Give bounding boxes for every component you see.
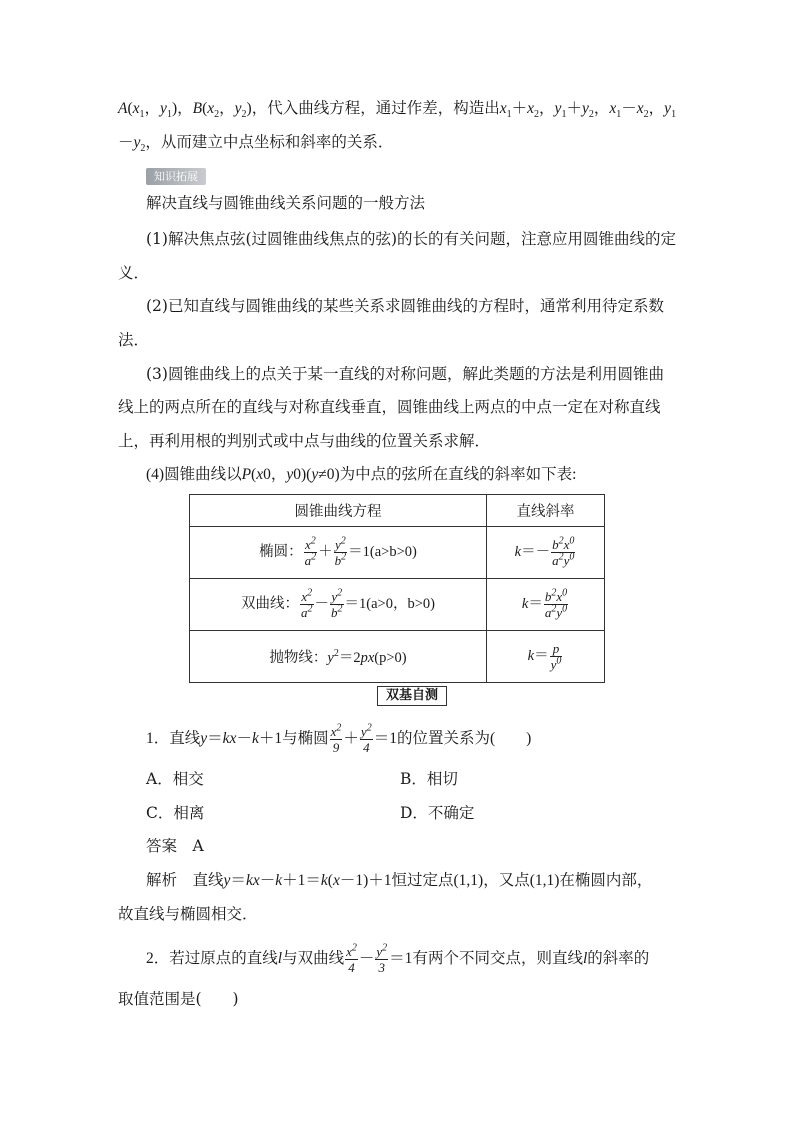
question-2: 2．若过原点的直线l与双曲线 $\frac{x^2}{4}$ － $\frac{y^2}{3}$ ＝1有两个不同交点，则直线l的斜率的 bbox=[146, 942, 650, 975]
q1-analysis-label: 解析 bbox=[146, 872, 178, 889]
q1-analysis-text: 恒过定点(1,1)，又点(1,1)在椭圆内部， bbox=[391, 872, 653, 889]
intro-text-2: ，从而建立中点坐标和斜率的关系． bbox=[145, 134, 394, 151]
table-row bbox=[190, 579, 605, 631]
intro-line-1: $A(x_1$，$y_1$)，$B(x_2$，$y_2$)，代入曲线方程，通过作差，构造出$x_1+x_2$，$y_1+y_2$，$x_1-x_2$，$y_1$ bbox=[118, 100, 677, 121]
parabola-equation: 抛物线：$y^2=2px(p>0)$ bbox=[190, 631, 487, 683]
intro-text-1: ，代入曲线方程，通过作差，构造出 bbox=[251, 100, 500, 117]
item-1-line-2: 义． bbox=[118, 264, 150, 282]
table-row bbox=[190, 527, 605, 579]
q1-suffix: 的位置关系为( ) bbox=[396, 730, 532, 748]
question-1: 1．直线y＝kx－k＋1与椭圆 $\frac{x^2}{9}$ ＋ $\frac{y^2}{4}$ ＝1的位置关系为( ) bbox=[146, 722, 532, 755]
q1-prefix: 1．直线 bbox=[146, 730, 201, 748]
ellipse-slope: k＝－ $\frac{b^2x^0}{a^2y^0}$ bbox=[487, 527, 605, 579]
parabola-condition: (p>0) bbox=[374, 650, 407, 666]
item-3-line-2: 线上的两点所在的直线与对称直线垂直，圆锥曲线上两点的中点一定在对称直线 bbox=[118, 398, 661, 416]
table-row bbox=[190, 631, 605, 683]
q1-analysis-line-2: 故直线与椭圆相交． bbox=[118, 905, 258, 923]
table-header-equation: 圆锥曲线方程 bbox=[190, 495, 487, 527]
hyperbola-condition: (a>0，b>0) bbox=[366, 595, 435, 612]
parabola-slope: k＝ $\frac{p}{y^0}$ bbox=[487, 631, 605, 683]
q2-prefix: 2．若过原点的直线 bbox=[146, 950, 278, 968]
q1-mid: 与椭圆 bbox=[282, 730, 329, 748]
q2-suffix-2: 的斜率的 bbox=[587, 950, 650, 968]
q2-mid: 与双曲线 bbox=[282, 950, 345, 968]
slope-table bbox=[189, 494, 605, 683]
section-label: 双基自测 bbox=[377, 686, 447, 706]
hyperbola-slope: k＝ $\frac{b^2x^0}{a^2y^0}$ bbox=[487, 579, 605, 631]
q2-suffix-1: 有两个不同交点，则直线 bbox=[412, 950, 583, 968]
section-title: 解决直线与圆锥曲线关系问题的一般方法 bbox=[146, 194, 426, 212]
q1-option-a: A．相交 bbox=[146, 770, 204, 788]
table-header-slope: 直线斜率 bbox=[487, 495, 605, 527]
question-2-line-2: 取值范围是( ) bbox=[118, 990, 239, 1008]
q1-option-c: C．相离 bbox=[146, 804, 205, 822]
item-1-line-1: (1)解决焦点弦(过圆锥曲线焦点的弦)的长的有关问题，注意应用圆锥曲线的定 bbox=[146, 230, 677, 248]
parabola-label: 抛物线： bbox=[269, 650, 328, 666]
item-2-line-1: (2)已知直线与圆锥曲线的某些关系求圆锥曲线的方程时，通常利用待定系数 bbox=[146, 297, 664, 315]
ellipse-label: 椭圆： bbox=[259, 543, 303, 560]
q1-option-b: B．相切 bbox=[400, 770, 458, 788]
intro-line-2: $-y_2$，从而建立中点坐标和斜率的关系． bbox=[118, 134, 394, 155]
q1-answer-label: 答案 bbox=[146, 837, 178, 855]
q1-answer bbox=[146, 835, 204, 857]
knowledge-badge: 知识拓展 bbox=[146, 168, 206, 185]
ellipse-condition: (a>b>0) bbox=[369, 543, 417, 560]
item-4-suffix: 为中点的弦所在直线的斜率如下表: bbox=[339, 466, 577, 483]
q1-analysis-line-1: 解析 直线y＝kx－k＋1＝k(x－1)＋1恒过定点(1,1)，又点(1,1)在椭圆内部， bbox=[146, 872, 653, 889]
hyperbola-label: 双曲线： bbox=[241, 595, 300, 612]
item-3-line-1: (3)圆锥曲线上的点关于某一直线的对称问题，解此类题的方法是利用圆锥曲 bbox=[146, 365, 664, 383]
item-4-line: (4)圆锥曲线以P(x0，y0)(y≠0)为中点的弦所在直线的斜率如下表: bbox=[146, 466, 577, 483]
q1-option-d: D．不确定 bbox=[400, 804, 475, 822]
item-2-line-2: 法． bbox=[118, 331, 150, 349]
item-4-prefix: (4)圆锥曲线以 bbox=[146, 466, 242, 483]
hyperbola-equation: 双曲线： $\frac{x^2}{a^2}$ － $\frac{y^2}{b^2}$ ＝1(a>0，b>0) bbox=[190, 579, 487, 631]
table-header-row bbox=[190, 495, 605, 527]
ellipse-equation: 椭圆： $\frac{x^2}{a^2}$ ＋ $\frac{y^2}{b^2}$ ＝1(a>b>0) bbox=[190, 527, 487, 579]
item-3-line-3: 上，再利用根的判别式或中点与曲线的位置关系求解． bbox=[118, 432, 491, 450]
q1-answer-value: A bbox=[192, 837, 204, 855]
